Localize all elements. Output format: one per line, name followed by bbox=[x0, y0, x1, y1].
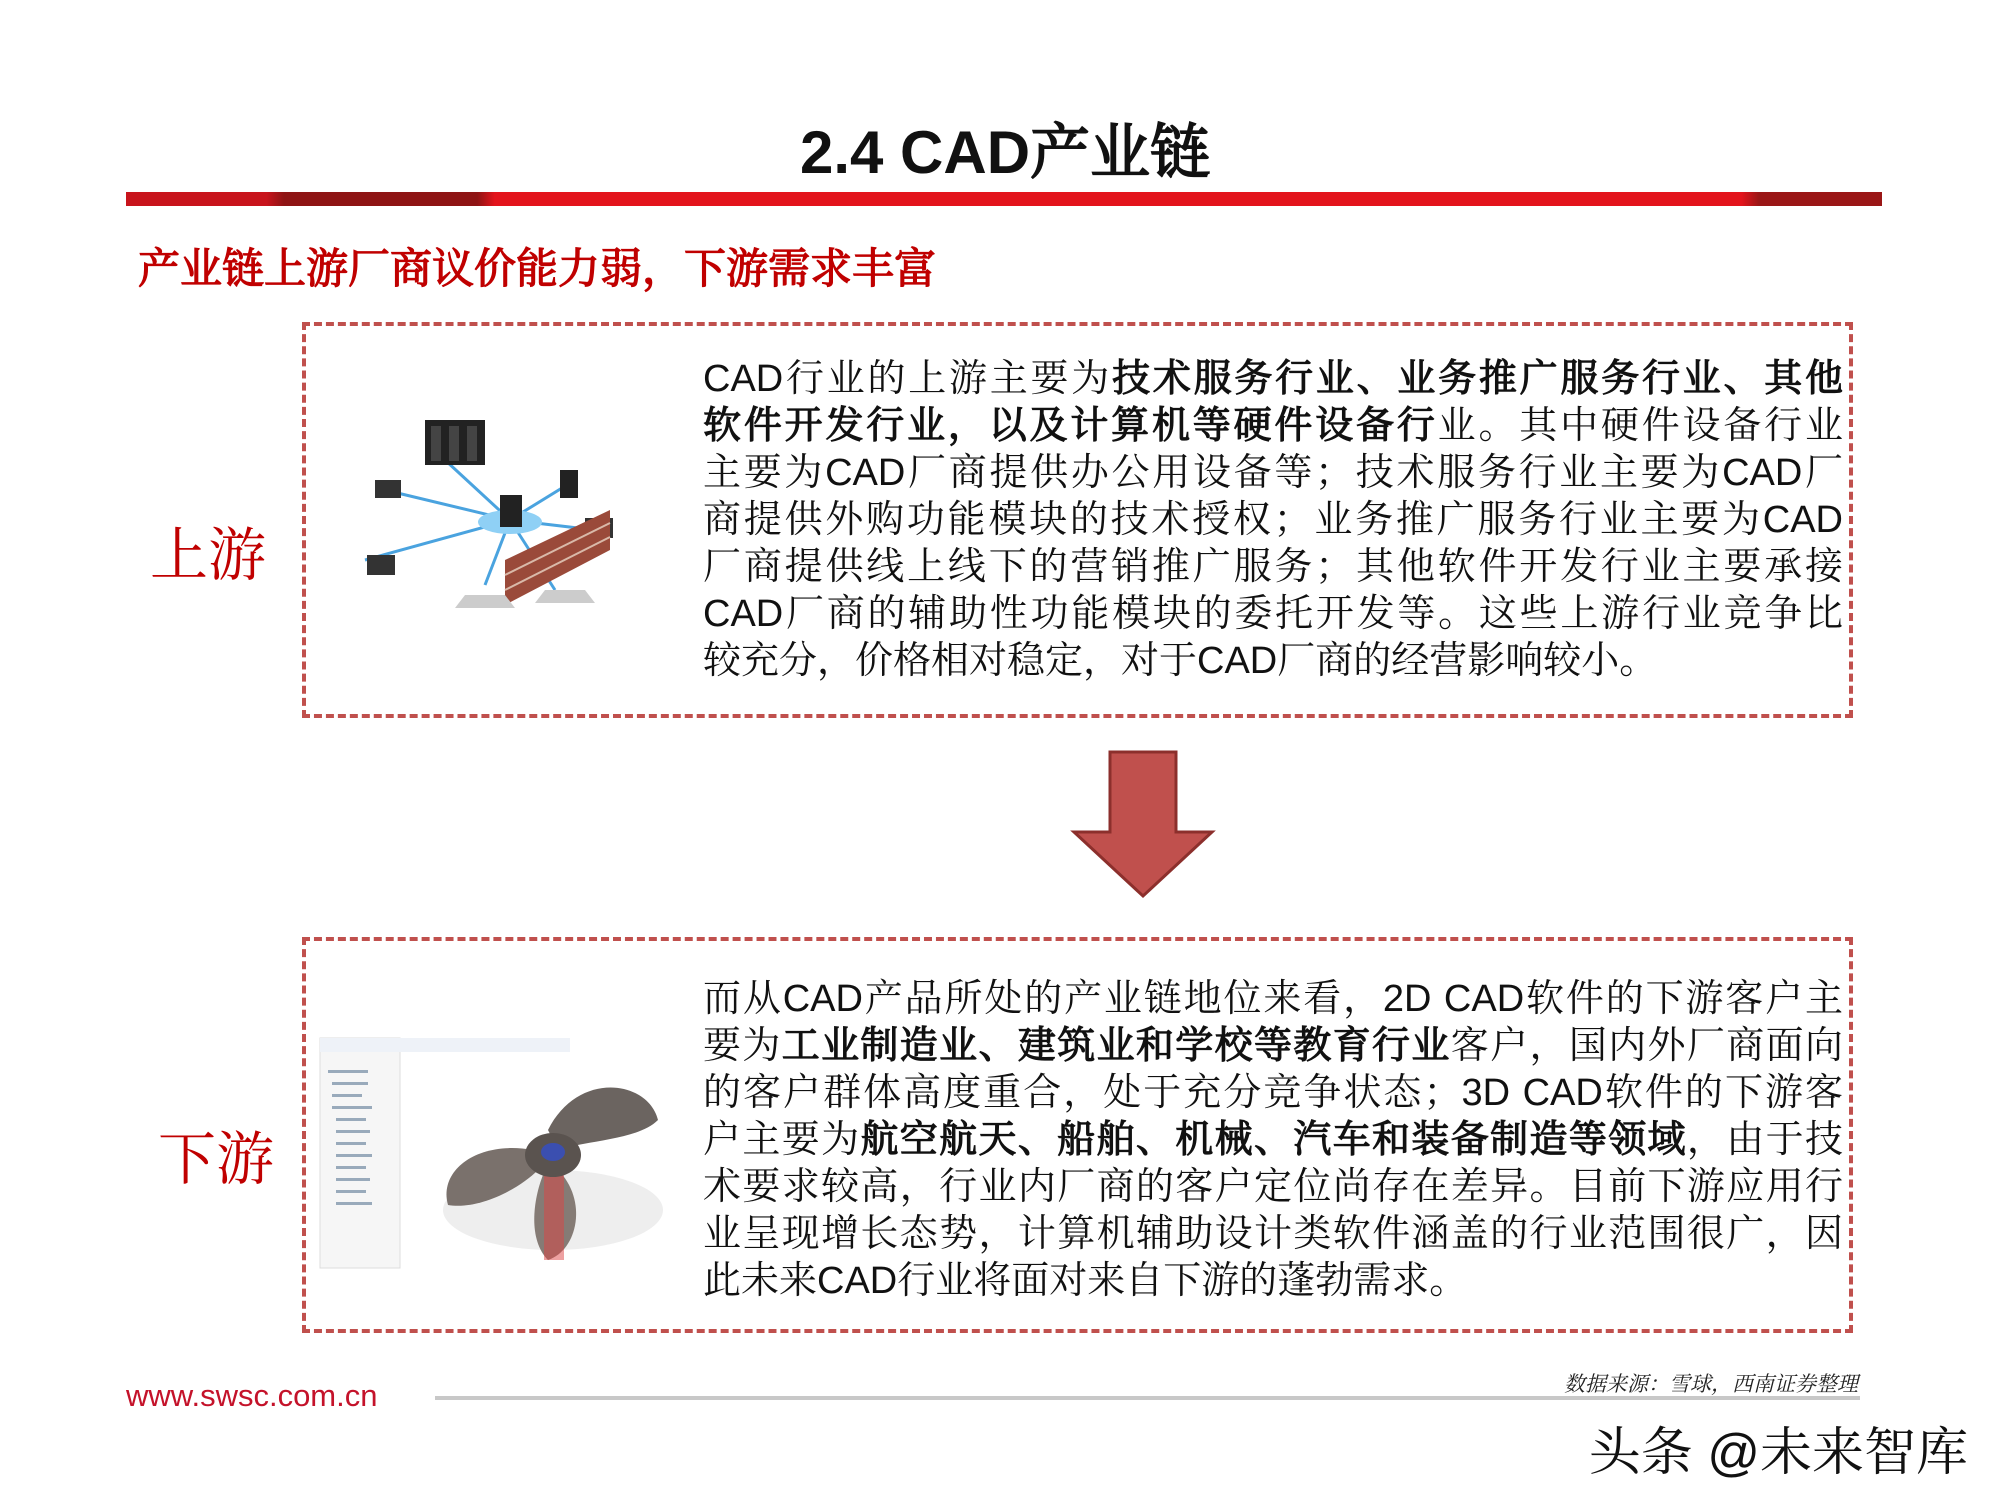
text-line bbox=[703, 1164, 1843, 1211]
data-source-note: 数据来源：雪球，西南证券整理 bbox=[1564, 1373, 1858, 1396]
body-text: 客户，国内外厂商面向 bbox=[1450, 1025, 1843, 1067]
text-line bbox=[703, 403, 1843, 450]
cad-propeller-illustration bbox=[318, 1030, 678, 1275]
network-illustration bbox=[345, 410, 665, 630]
text-line bbox=[703, 450, 1843, 497]
emphasis-text: 技术服务行业、业务推广服务行业、其他 bbox=[1112, 358, 1843, 400]
body-text: 商提供外购功能模块的技术授权；业务推广服务行业主要为CAD bbox=[703, 499, 1843, 541]
text-line bbox=[703, 1070, 1843, 1117]
emphasis-text: 软件开发行业，以及计算机等硬件设备行 bbox=[703, 405, 1438, 447]
text-line bbox=[703, 544, 1843, 591]
body-text: 业呈现增长态势，计算机辅助设计类软件涵盖的行业范围很广，因 bbox=[703, 1213, 1843, 1255]
body-text: 此未来CAD行业将面对来自下游的蓬勃需求。 bbox=[703, 1260, 1468, 1302]
website-link[interactable]: www.swsc.com.cn bbox=[126, 1378, 378, 1413]
text-line bbox=[703, 976, 1843, 1023]
body-text: CAD厂商的辅助性功能模块的委托开发等。这些上游行业竞争比 bbox=[703, 593, 1843, 635]
upstream-description bbox=[703, 356, 1843, 685]
body-text: 的客户群体高度重合，处于充分竞争状态；3D CAD软件的下游客 bbox=[703, 1072, 1843, 1114]
title-divider bbox=[126, 192, 1882, 206]
text-line bbox=[703, 638, 1843, 685]
upstream-label: 上游 bbox=[150, 523, 267, 588]
text-line bbox=[703, 1211, 1843, 1258]
emphasis-text: 工业制造业、建筑业和学校等教育行业 bbox=[781, 1025, 1451, 1067]
body-text: CAD行业的上游主要为 bbox=[703, 358, 1113, 400]
section-subtitle: 产业链上游厂商议价能力弱，下游需求丰富 bbox=[138, 245, 937, 292]
watermark: 头条 @未来智库 bbox=[1588, 1424, 1968, 1482]
text-line bbox=[703, 497, 1843, 544]
emphasis-text: 航空航天、船舶、机械、汽车和装备制造等领域 bbox=[860, 1119, 1687, 1161]
text-line bbox=[703, 356, 1843, 403]
down-arrow-icon bbox=[1070, 750, 1216, 900]
downstream-label: 下游 bbox=[158, 1127, 275, 1192]
body-text: 户主要为 bbox=[703, 1119, 861, 1161]
body-text: 主要为CAD厂商提供办公用设备等；技术服务行业主要为CAD厂 bbox=[703, 452, 1843, 494]
body-text: 厂商提供线上线下的营销推广服务；其他软件开发行业主要承接 bbox=[703, 546, 1843, 588]
text-line bbox=[703, 1117, 1843, 1164]
text-line bbox=[703, 1258, 1843, 1305]
body-text: 而从CAD产品所处的产业链地位来看，2D CAD软件的下游客户主 bbox=[703, 978, 1843, 1020]
downstream-description bbox=[703, 976, 1843, 1305]
page-title: 2.4 CAD产业链 bbox=[799, 119, 1211, 186]
body-text: 较充分，价格相对稳定，对于CAD厂商的经营影响较小。 bbox=[703, 640, 1658, 682]
body-text: 业。其中硬件设备行业 bbox=[1437, 405, 1843, 447]
text-line bbox=[703, 1023, 1843, 1070]
text-line bbox=[703, 591, 1843, 638]
body-text: 要为 bbox=[703, 1025, 782, 1067]
body-text: 术要求较高，行业内厂商的客户定位尚存在差异。目前下游应用行 bbox=[703, 1166, 1843, 1208]
body-text: ，由于技 bbox=[1686, 1119, 1843, 1161]
